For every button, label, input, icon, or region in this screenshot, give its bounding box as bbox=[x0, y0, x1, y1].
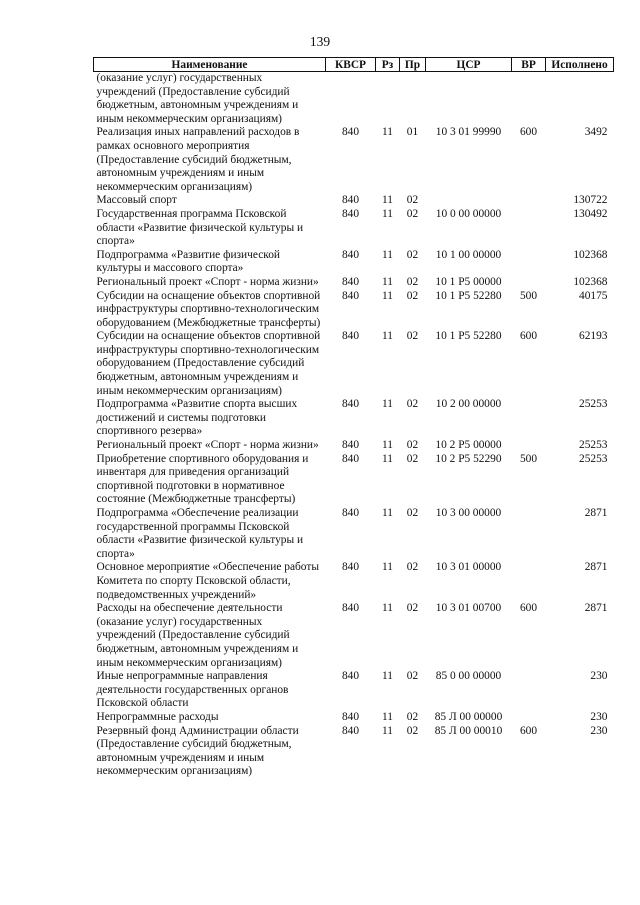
cell-vr: 600 bbox=[519, 126, 538, 139]
cell-name: Непрограммные расходы bbox=[96, 710, 219, 723]
header-kvsr: КВСР bbox=[326, 58, 376, 72]
cell-name: Иные непрограммные направления деятельности государственных органов Псковской области bbox=[96, 670, 289, 710]
cell-csr: 10 1 Р5 00000 bbox=[435, 275, 502, 288]
cell-kvsr: 840 bbox=[341, 724, 360, 737]
header-sum: Исполнено bbox=[546, 58, 614, 72]
cell-csr: 10 2 Р5 52290 bbox=[435, 452, 502, 465]
cell-name: Подпрограмма «Обеспечение реализации государственной программы Псковской области «Развитие физической культуры и спорта» bbox=[96, 507, 304, 560]
cell-csr: 85 Л 00 00000 bbox=[434, 710, 503, 723]
cell-name: Реализация иных направлений расходов в рамках основного мероприятия (Предоставление субсидий бюджетным, автономным учреждениям и иным некоммерческим организациям) bbox=[96, 126, 300, 193]
header-vr: ВР bbox=[512, 58, 546, 72]
cell-pr: 02 bbox=[406, 670, 419, 683]
budget-table-container bbox=[93, 57, 613, 779]
cell-kvsr: 840 bbox=[341, 439, 360, 452]
cell-rz: 11 bbox=[382, 207, 393, 220]
cell-pr: 02 bbox=[406, 710, 419, 723]
table-row bbox=[94, 276, 614, 290]
table-row bbox=[94, 398, 614, 439]
cell-vr bbox=[512, 398, 546, 439]
cell-vr bbox=[512, 249, 546, 276]
cell-pr: 02 bbox=[406, 289, 419, 302]
table-row bbox=[94, 126, 614, 194]
cell-sum: 3492 bbox=[584, 126, 608, 139]
cell-kvsr: 840 bbox=[341, 507, 360, 519]
cell-kvsr: 840 bbox=[341, 207, 360, 220]
cell-pr: 02 bbox=[406, 248, 419, 261]
cell-rz: 11 bbox=[382, 452, 393, 465]
table-row bbox=[94, 290, 614, 331]
cell-name: Приобретение спортивного оборудования и инвентаря для приведения организаций спортивной подготовки в нормативное состояние (Межбюджетные трансферты) bbox=[96, 452, 309, 506]
table-row bbox=[94, 711, 614, 725]
cell-name: Массовый спорт bbox=[96, 194, 177, 207]
cell-rz: 11 bbox=[382, 248, 393, 261]
table-row bbox=[94, 725, 614, 779]
cell-vr: 600 bbox=[519, 602, 538, 615]
cell-kvsr: 840 bbox=[341, 194, 360, 207]
cell-pr bbox=[400, 72, 426, 127]
table-row bbox=[94, 670, 614, 711]
cell-sum bbox=[546, 72, 614, 127]
cell-kvsr: 840 bbox=[341, 561, 360, 574]
cell-sum: 102368 bbox=[573, 248, 608, 261]
cell-rz: 11 bbox=[382, 194, 393, 207]
cell-kvsr: 840 bbox=[341, 126, 360, 139]
cell-pr: 02 bbox=[406, 398, 419, 411]
cell-name: Государственная программа Псковской области «Развитие физической культуры и спорта» bbox=[96, 207, 304, 248]
cell-vr: 500 bbox=[519, 452, 538, 465]
cell-rz: 11 bbox=[382, 289, 393, 302]
cell-vr bbox=[512, 276, 546, 290]
cell-rz: 11 bbox=[382, 670, 393, 683]
cell-csr: 10 1 Р5 52280 bbox=[435, 330, 502, 343]
cell-pr: 02 bbox=[406, 207, 419, 220]
cell-name: (оказание услуг) государственных учреждений (Предоставление субсидий бюджетным, автономным учреждениям и иным некоммерческим организациям) bbox=[96, 72, 299, 125]
cell-vr bbox=[512, 711, 546, 725]
cell-rz: 11 bbox=[382, 439, 393, 452]
header-row bbox=[94, 58, 614, 72]
cell-rz: 11 bbox=[382, 126, 393, 139]
table-row bbox=[94, 439, 614, 453]
cell-sum: 2871 bbox=[584, 507, 608, 519]
cell-name: Региональный проект «Спорт - норма жизни» bbox=[96, 439, 319, 452]
cell-csr: 10 3 01 00000 bbox=[435, 561, 502, 574]
cell-pr: 02 bbox=[406, 275, 419, 288]
cell-rz: 11 bbox=[382, 710, 393, 723]
cell-kvsr: 840 bbox=[341, 710, 360, 723]
cell-csr: 10 0 00 00000 bbox=[435, 207, 502, 220]
header-name: Наименование bbox=[94, 58, 326, 72]
cell-kvsr: 840 bbox=[341, 275, 360, 288]
cell-sum: 230 bbox=[590, 710, 608, 723]
cell-vr bbox=[512, 439, 546, 453]
cell-csr: 10 3 01 00700 bbox=[435, 602, 502, 615]
cell-vr: 600 bbox=[519, 724, 538, 737]
cell-rz: 11 bbox=[382, 330, 393, 343]
cell-kvsr: 840 bbox=[341, 330, 360, 343]
cell-kvsr: 840 bbox=[341, 248, 360, 261]
cell-csr: 10 1 00 00000 bbox=[435, 248, 502, 261]
table-row bbox=[94, 507, 614, 561]
cell-csr bbox=[426, 72, 512, 127]
cell-kvsr bbox=[326, 72, 376, 127]
cell-vr: 500 bbox=[519, 289, 538, 302]
cell-kvsr: 840 bbox=[341, 670, 360, 683]
cell-vr bbox=[512, 208, 546, 249]
cell-kvsr: 840 bbox=[341, 289, 360, 302]
cell-name: Подпрограмма «Развитие физической культуры и массового спорта» bbox=[96, 248, 281, 275]
cell-pr: 02 bbox=[406, 507, 419, 519]
table-body bbox=[94, 72, 614, 779]
cell-kvsr: 840 bbox=[341, 452, 360, 465]
header-rz: Рз bbox=[376, 58, 400, 72]
cell-vr bbox=[512, 72, 546, 127]
cell-sum: 130722 bbox=[573, 194, 608, 207]
table-row bbox=[94, 249, 614, 276]
cell-csr: 10 2 00 00000 bbox=[435, 398, 502, 411]
cell-rz: 11 bbox=[382, 724, 393, 737]
table-row bbox=[94, 194, 614, 208]
cell-pr: 02 bbox=[406, 561, 419, 574]
table-row bbox=[94, 208, 614, 249]
cell-rz bbox=[376, 72, 400, 127]
cell-pr: 02 bbox=[406, 439, 419, 452]
cell-name: Расходы на обеспечение деятельности (оказание услуг) государственных учреждений (Предоставление субсидий бюджетным, автономным учреждениям и иным некоммерческим организациям) bbox=[96, 602, 299, 669]
cell-pr: 02 bbox=[406, 724, 419, 737]
table-row bbox=[94, 453, 614, 507]
cell-name: Резервный фонд Администрации области (Предоставление субсидий бюджетным, автономным учреждениям и иным некоммерческим организациям) bbox=[96, 724, 299, 778]
cell-rz: 11 bbox=[382, 507, 393, 519]
page-number: 139 bbox=[309, 34, 331, 49]
cell-sum: 40175 bbox=[579, 289, 608, 302]
cell-sum: 2871 bbox=[584, 561, 608, 574]
header-csr: ЦСР bbox=[426, 58, 512, 72]
cell-vr bbox=[512, 561, 546, 602]
cell-pr: 02 bbox=[406, 194, 419, 207]
cell-rz: 11 bbox=[382, 398, 393, 411]
cell-pr: 02 bbox=[406, 602, 419, 615]
cell-pr: 02 bbox=[406, 452, 419, 465]
cell-name: Субсидии на оснащение объектов спортивной инфраструктуры спортивно-технологическим оборудованием (Межбюджетные трансферты) bbox=[96, 289, 321, 329]
cell-vr bbox=[512, 670, 546, 711]
cell-rz: 11 bbox=[382, 275, 393, 288]
cell-csr: 85 Л 00 00010 bbox=[434, 724, 503, 737]
cell-name: Основное мероприятие «Обеспечение работы Комитета по спорту Псковской области, подведомственных учреждений» bbox=[96, 561, 319, 601]
table-row bbox=[94, 72, 614, 127]
cell-vr bbox=[512, 507, 546, 561]
cell-pr: 01 bbox=[406, 126, 419, 139]
cell-vr bbox=[512, 194, 546, 208]
cell-sum: 130492 bbox=[573, 207, 608, 220]
header-pr: Пр bbox=[400, 58, 426, 72]
cell-sum: 230 bbox=[590, 670, 608, 683]
cell-sum: 25253 bbox=[579, 398, 608, 411]
budget-table bbox=[93, 57, 614, 779]
cell-sum: 2871 bbox=[584, 602, 608, 615]
cell-csr: 85 0 00 00000 bbox=[435, 670, 502, 683]
cell-vr: 600 bbox=[519, 330, 538, 343]
table-row bbox=[94, 602, 614, 670]
cell-sum: 25253 bbox=[579, 439, 608, 452]
cell-name: Региональный проект «Спорт - норма жизни» bbox=[96, 275, 319, 288]
cell-sum: 102368 bbox=[573, 275, 608, 288]
cell-csr: 10 3 00 00000 bbox=[435, 507, 502, 519]
cell-rz: 11 bbox=[382, 561, 393, 574]
cell-csr bbox=[426, 194, 512, 208]
cell-csr: 10 3 01 99990 bbox=[435, 126, 502, 139]
cell-rz: 11 bbox=[382, 602, 393, 615]
cell-pr: 02 bbox=[406, 330, 419, 343]
cell-csr: 10 1 Р5 52280 bbox=[435, 289, 502, 302]
cell-kvsr: 840 bbox=[341, 602, 360, 615]
cell-name: Подпрограмма «Развитие спорта высших достижений и системы подготовки спортивного резерва» bbox=[96, 398, 298, 438]
cell-sum: 62193 bbox=[579, 330, 608, 343]
table-row bbox=[94, 561, 614, 602]
cell-kvsr: 840 bbox=[341, 398, 360, 411]
cell-csr: 10 2 Р5 00000 bbox=[435, 439, 502, 452]
cell-sum: 230 bbox=[590, 724, 608, 737]
table-header bbox=[94, 58, 614, 72]
cell-name: Субсидии на оснащение объектов спортивной инфраструктуры спортивно-технологическим оборудованием (Предоставление субсидий бюджетным, автономным учреждениям и иным некоммерческим организациям) bbox=[96, 330, 321, 397]
table-row bbox=[94, 330, 614, 398]
cell-sum: 25253 bbox=[579, 452, 608, 465]
